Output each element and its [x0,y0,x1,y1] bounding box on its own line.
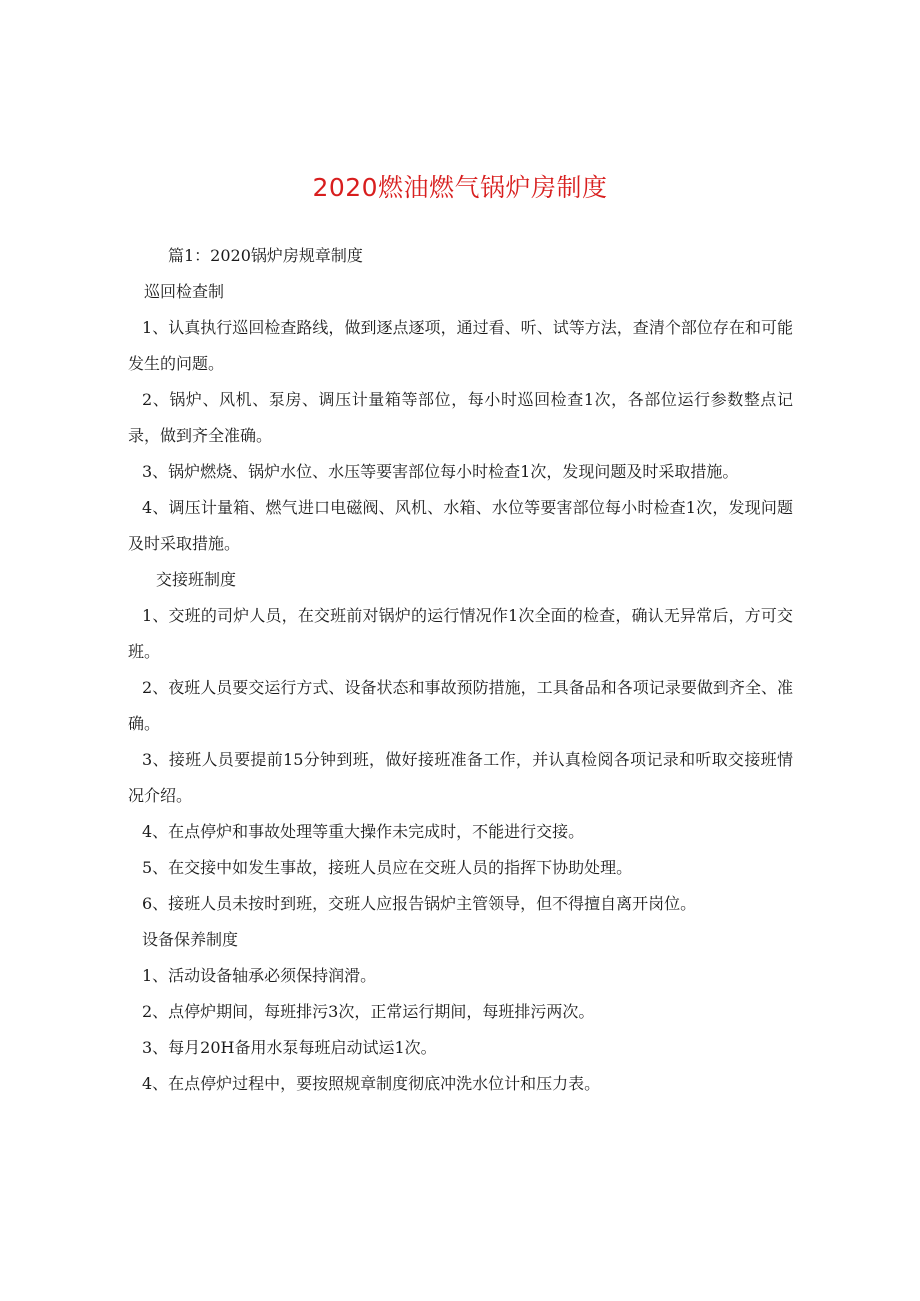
list-item: 2、锅炉、风机、泵房、调压计量箱等部位，每小时巡回检查1次，各部位运行参数整点记录，做到齐全准确。 [128,390,793,445]
list-item: 3、锅炉燃烧、锅炉水位、水压等要害部位每小时检查1次，发现问题及时采取措施。 [142,462,739,481]
page-title: 2020燃油燃气锅炉房制度 [312,173,608,202]
list-item: 5、在交接中如发生事故，接班人员应在交班人员的指挥下协助处理。 [142,858,633,877]
section-heading-maintenance: 设备保养制度 [142,930,239,949]
list-item: 6、接班人员未按时到班，交班人应报告锅炉主管领导，但不得擅自离开岗位。 [142,894,697,913]
list-item: 1、交班的司炉人员，在交班前对锅炉的运行情况作1次全面的检查，确认无异常后，方可交班。 [128,606,793,661]
document-subtitle: 篇1：2020锅炉房规章制度 [168,246,363,265]
list-item: 2、夜班人员要交运行方式、设备状态和事故预防措施，工具备品和各项记录要做到齐全、准确。 [128,678,793,733]
list-item: 1、活动设备轴承必须保持润滑。 [142,966,377,985]
section-heading-shift-handover: 交接班制度 [156,570,237,589]
list-item: 3、接班人员要提前15分钟到班，做好接班准备工作，并认真检阅各项记录和听取交接班情况介绍。 [128,750,793,805]
list-item: 4、调压计量箱、燃气进口电磁阀、风机、水箱、水位等要害部位每小时检查1次，发现问题及时采取措施。 [128,498,793,553]
list-item: 4、在点停炉和事故处理等重大操作未完成时，不能进行交接。 [142,822,585,841]
list-item: 4、在点停炉过程中，要按照规章制度彻底冲洗水位计和压力表。 [142,1074,601,1093]
list-item: 3、每月20H备用水泵每班启动试运1次。 [142,1038,437,1057]
section-heading-patrol: 巡回检查制 [144,282,225,301]
document-body [128,238,793,1102]
list-item: 1、认真执行巡回检查路线，做到逐点逐项，通过看、听、试等方法，查清个部位存在和可能发生的问题。 [128,318,793,373]
list-item: 2、点停炉期间，每班排污3次，正常运行期间，每班排污两次。 [142,1002,595,1021]
